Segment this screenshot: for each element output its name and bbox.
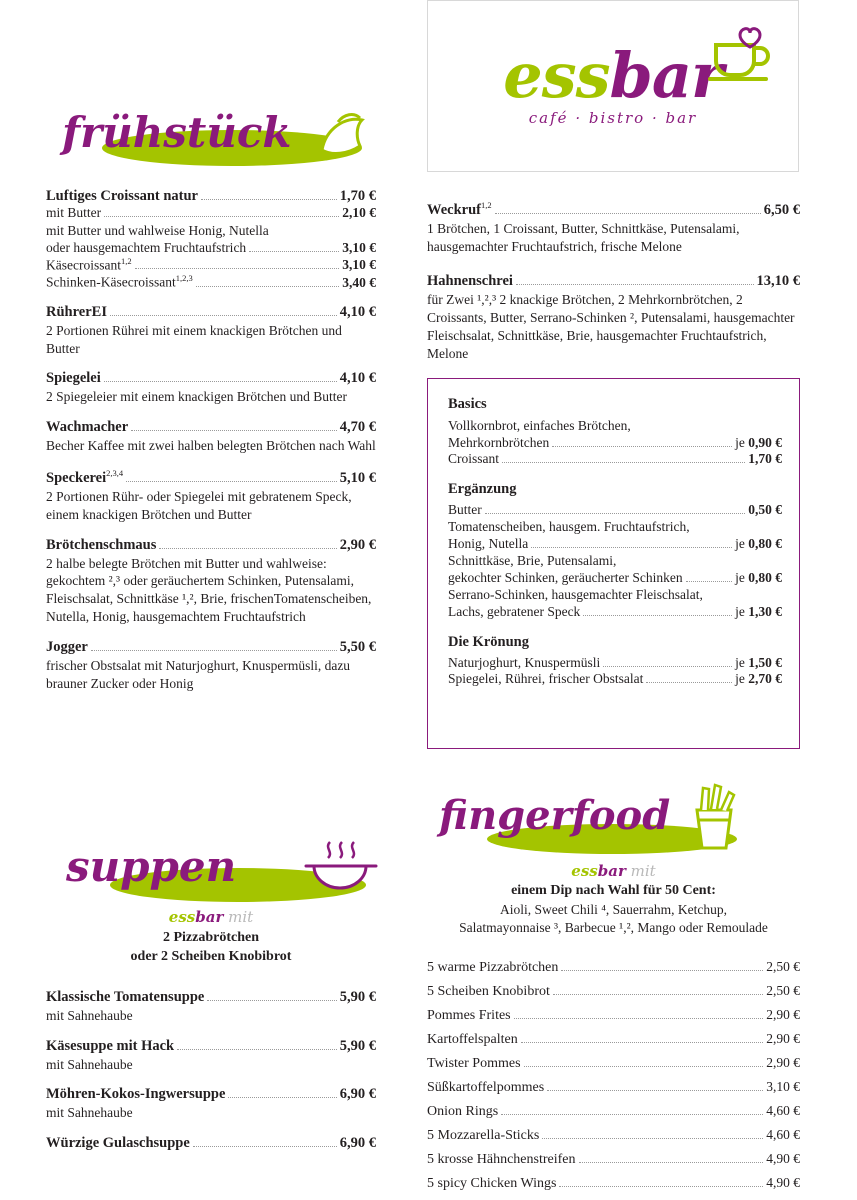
leader-dots: [201, 199, 337, 200]
item-name: Butter: [448, 501, 482, 517]
menu-row: [46, 205, 376, 221]
item-description: frischer Obstsalat mit Naturjoghurt, Knuspermüsli, dazu brauner Zucker oder Honig: [46, 657, 351, 691]
item-description: mit Sahnehaube: [46, 1105, 133, 1121]
section-suppen: [46, 828, 376, 1165]
menu-item-croissant: [46, 188, 376, 291]
leader-dots: [516, 284, 754, 285]
section-fingerfood: [427, 780, 800, 1199]
section-fruehstueck-specials: [427, 200, 800, 376]
item-name: Würzige Gulaschsuppe: [46, 1135, 190, 1152]
brand-logo-box: [427, 0, 799, 172]
item-description: 2 halbe belegte Brötchen mit Butter und wahlweise: gekochtem ²,³ oder geräuchertem Schinken, Putensalami, Fleischsalat, Schnittkäse ¹,², Brie, frischenTomatenscheiben, Nutella, Honig, hausgemachtem Fruchtaufstrich: [46, 555, 372, 624]
menu-row: [46, 256, 376, 274]
leader-dots: [495, 213, 761, 214]
panel-text: Serrano-Schinken, hausgemachter Fleischsalat,: [448, 586, 703, 602]
menu-row: [427, 1127, 800, 1144]
suppen-list: [46, 989, 376, 1152]
item-price: je 2,70 €: [735, 670, 782, 686]
menu-row: [46, 537, 376, 554]
leader-dots: [104, 216, 339, 217]
leader-dots: [579, 1162, 764, 1163]
menu-row: [46, 1038, 376, 1055]
item-description: 1 Brötchen, 1 Croissant, Butter, Schnittkäse, Putensalami, hausgemachter Fruchtaufstrich, frische Melone: [427, 220, 740, 254]
item-price: je 0,80 €: [735, 535, 782, 551]
leader-dots: [547, 1090, 763, 1091]
menu-row: [427, 983, 800, 1000]
item-price: 3,40 €: [342, 274, 376, 290]
item-description: 2 Portionen Rührei mit einem knackigen Brötchen und Butter: [46, 322, 342, 356]
item-price: 6,50 €: [763, 201, 800, 218]
item-name: oder hausgemachtem Fruchtaufstrich: [46, 239, 247, 255]
leader-dots: [559, 1186, 763, 1187]
item-description: für Zwei ¹,²,³ 2 knackige Brötchen, 2 Mehrkornbrötchen, 2 Croissants, Butter, Serrano-Schinken ², Putensalami, hausgemachter Fleischsalat, Schnittkäse, Brie, hausgemachter Fruchtaufstrich, Melone: [427, 292, 795, 361]
item-price: 3,10 €: [342, 239, 376, 255]
leader-dots: [646, 682, 732, 683]
panel-row: [448, 435, 782, 451]
panel-block-basics: [448, 396, 782, 467]
menu-item-weckruf: [427, 200, 800, 255]
croissant-icon: [308, 108, 380, 168]
panel-text: Tomatenscheiben, hausgem. Fruchtaufstrich,: [448, 518, 690, 534]
leader-dots: [110, 315, 337, 316]
menu-row: [427, 1031, 800, 1048]
panel-text: Schnittkäse, Brie, Putensalami,: [448, 552, 617, 568]
menu-item-gulaschsuppe: [46, 1135, 376, 1152]
coffee-cup-with-heart-icon: [706, 15, 780, 89]
menu-row: [46, 1086, 376, 1103]
leader-dots: [583, 615, 732, 616]
menu-item-spiegelei: [46, 370, 376, 406]
panel-row: [448, 502, 782, 518]
item-name: Möhren-Kokos-Ingwersuppe: [46, 1086, 226, 1103]
item-name: 5 warme Pizzabrötchen: [427, 960, 559, 976]
menu-row: [46, 1135, 376, 1152]
suppen-note: 2 Pizzabrötchen oder 2 Scheiben Knobibrot: [130, 930, 292, 964]
item-price: je 1,30 €: [735, 603, 782, 619]
menu-item-broetchenschmaus: [46, 537, 376, 626]
leader-dots: [542, 1138, 763, 1139]
item-price: je 0,80 €: [735, 569, 782, 585]
item-name: Weckruf$^{1,2}$: [427, 200, 492, 218]
leader-dots: [531, 547, 732, 548]
menu-row: [46, 639, 376, 656]
section-fruehstueck: [46, 96, 376, 705]
menu-row: [46, 370, 376, 387]
item-name: gekochter Schinken, geräucherter Schinken: [448, 569, 683, 585]
menu-item-wachmacher: [46, 419, 376, 455]
leader-dots: [193, 1146, 337, 1147]
item-price: 1,70 €: [339, 188, 376, 204]
leader-dots: [553, 994, 763, 995]
menu-row: [46, 304, 376, 321]
menu-row: [427, 1079, 800, 1096]
menu-row: [427, 959, 800, 976]
item-name: 5 krosse Hähnchenstreifen: [427, 1152, 576, 1168]
suppen-title: suppen: [66, 842, 237, 891]
panel-block-ergaenzung: [448, 481, 782, 620]
item-price: 2,90 €: [339, 536, 376, 553]
brand-word-ess: ess: [503, 39, 610, 112]
menu-item-jogger: [46, 639, 376, 693]
item-description: mit Sahnehaube: [46, 1056, 133, 1072]
menu-row: [46, 989, 376, 1006]
item-name: Käsesuppe mit Hack: [46, 1037, 175, 1054]
item-price: 3,10 €: [766, 1079, 800, 1095]
item-name: Speckerei$^{2,3,4}$: [46, 468, 124, 486]
panel-block-kroenung: [448, 634, 782, 687]
soup-bowl-icon: [298, 834, 384, 896]
item-name: Croissant: [448, 450, 500, 466]
brand-logo: [503, 39, 723, 127]
item-price: 4,10 €: [339, 303, 376, 320]
panel-text: Vollkornbrot, einfaches Brötchen,: [448, 418, 631, 433]
panel-row: [448, 671, 782, 687]
item-name: Kartoffelspalten: [427, 1032, 518, 1048]
leader-dots: [686, 581, 732, 582]
item-price: 2,90 €: [766, 1055, 800, 1071]
item-price: 4,60 €: [766, 1103, 800, 1119]
item-price: je 0,90 €: [735, 434, 782, 450]
item-name: Twister Pommes: [427, 1056, 521, 1072]
fries-icon: [667, 780, 753, 852]
item-price: 2,50 €: [766, 983, 800, 999]
item-price: 2,90 €: [766, 1007, 800, 1023]
leader-dots: [159, 548, 336, 549]
menu-item-tomatensuppe: [46, 989, 376, 1025]
item-description: Becher Kaffee mit zwei halben belegten Brötchen nach Wahl: [46, 438, 376, 454]
leader-dots: [501, 1114, 763, 1115]
panel-row: [448, 655, 782, 671]
item-price: 6,90 €: [339, 1086, 376, 1103]
brand-subtitle: café · bistro · bar: [528, 109, 698, 127]
leader-dots: [485, 513, 746, 514]
fruehstueck-title: frühstück: [62, 108, 292, 157]
leader-dots: [249, 251, 339, 252]
item-name: Hahnenschrei: [427, 273, 513, 290]
panel-row: [448, 536, 782, 552]
item-name: Luftiges Croissant natur: [46, 188, 198, 204]
fingerfood-dip-heading: einem Dip nach Wahl für 50 Cent:: [511, 883, 716, 898]
menu-item-kaesesuppe: [46, 1038, 376, 1074]
item-price: 3,10 €: [342, 257, 376, 273]
item-name: Naturjoghurt, Knuspermüsli: [448, 654, 601, 670]
item-name: Spiegelei: [46, 370, 101, 387]
item-description: 2 Portionen Rühr- oder Spiegelei mit gebratenem Speck, einem knackigen Brötchen und Butter: [46, 488, 352, 522]
item-name: Onion Rings: [427, 1104, 499, 1120]
panel-heading: Ergänzung: [448, 480, 517, 497]
item-price: 0,50 €: [748, 501, 782, 517]
item-price: 2,90 €: [766, 1031, 800, 1047]
fingerfood-list: [427, 959, 800, 1192]
leader-dots: [603, 666, 732, 667]
item-name: Schinken-Käsecroissant$^{1,2,3}$: [46, 273, 193, 290]
item-name: Pommes Frites: [427, 1008, 511, 1024]
item-name: mit Butter: [46, 205, 102, 220]
menu-row: [46, 188, 376, 205]
item-name: RührerEI: [46, 303, 107, 320]
item-price: 13,10 €: [756, 273, 800, 290]
item-name: Mehrkornbrötchen: [448, 434, 550, 450]
menu-row: [427, 273, 800, 290]
suppen-essbar-mit: essbar mit: [168, 908, 254, 926]
leader-dots: [552, 446, 732, 447]
leader-dots: [521, 1042, 764, 1043]
item-name: Käsecroissant$^{1,2}$: [46, 255, 132, 273]
item-price: 4,10 €: [339, 370, 376, 387]
item-description: mit Butter und wahlweise Honig, Nutella: [46, 223, 269, 238]
extras-panel: [427, 378, 800, 749]
leader-dots: [131, 430, 337, 431]
leader-dots: [207, 1000, 336, 1001]
leader-dots: [126, 481, 337, 482]
panel-heading: Die Krönung: [448, 633, 529, 650]
item-description: mit Sahnehaube: [46, 1007, 133, 1023]
item-price: 5,50 €: [339, 638, 376, 655]
item-description: 2 Spiegeleier mit einem knackigen Brötchen und Butter: [46, 389, 348, 405]
item-name: Lachs, gebratener Speck: [448, 603, 581, 619]
menu-row: [427, 1103, 800, 1120]
menu-item-ruehrerei: [46, 304, 376, 358]
item-name: Spiegelei, Rührei, frischer Obstsalat: [448, 670, 644, 686]
item-price: 5,10 €: [339, 469, 376, 486]
brand-word-bar: bar: [609, 39, 723, 112]
leader-dots: [514, 1018, 764, 1019]
fruehstueck-banner: [46, 96, 376, 188]
leader-dots: [561, 970, 763, 971]
item-price: 1,70 €: [748, 450, 782, 466]
menu-row: [46, 419, 376, 436]
leader-dots: [91, 650, 337, 651]
leader-dots: [524, 1066, 764, 1067]
leader-dots: [502, 462, 745, 463]
suppen-banner: [46, 828, 376, 906]
brand-wordmark: [503, 39, 723, 112]
item-price: 4,60 €: [766, 1127, 800, 1143]
fingerfood-banner: [427, 780, 800, 860]
menu-row: [46, 273, 376, 291]
menu-row: [427, 200, 800, 219]
panel-row: [448, 570, 782, 586]
item-price: 4,90 €: [766, 1175, 800, 1191]
menu-item-moehrensuppe: [46, 1086, 376, 1122]
item-price: 5,90 €: [339, 1037, 376, 1054]
menu-row: [427, 1055, 800, 1072]
item-name: 5 spicy Chicken Wings: [427, 1176, 557, 1192]
menu-row: [46, 468, 376, 487]
leader-dots: [104, 381, 337, 382]
menu-row: [427, 1175, 800, 1192]
panel-row: [448, 604, 782, 620]
fingerfood-dip-line-2: Aioli, Sweet Chili ⁴, Sauerrahm, Ketchup,: [499, 901, 728, 917]
item-price: je 1,50 €: [735, 654, 782, 670]
leader-dots: [177, 1049, 337, 1050]
item-price: 5,90 €: [339, 988, 376, 1005]
item-name: Süßkartoffelpommes: [427, 1080, 545, 1096]
menu-row: [427, 1151, 800, 1168]
item-name: Jogger: [46, 638, 88, 655]
leader-dots: [196, 286, 340, 287]
panel-row: [448, 451, 782, 467]
fingerfood-dip-line-3: Salatmayonnaise ³, Barbecue ¹,², Mango oder Remoulade: [459, 920, 768, 936]
menu-row: [46, 240, 376, 256]
item-name: Honig, Nutella: [448, 535, 529, 551]
item-name: 5 Mozzarella-Sticks: [427, 1128, 540, 1144]
menu-item-hahnenschrei: [427, 273, 800, 362]
item-name: 5 Scheiben Knobibrot: [427, 984, 550, 1000]
item-price: 2,50 €: [766, 959, 800, 975]
leader-dots: [228, 1097, 336, 1098]
item-name: Klassische Tomatensuppe: [46, 988, 205, 1005]
panel-heading: Basics: [448, 396, 487, 412]
menu-row: [427, 1007, 800, 1024]
fingerfood-essbar-mit: essbar mit: [571, 862, 656, 880]
item-price: 6,90 €: [339, 1135, 376, 1152]
item-price: 4,90 €: [766, 1151, 800, 1167]
leader-dots: [135, 268, 340, 269]
menu-item-speckerei: [46, 468, 376, 523]
item-name: Brötchenschmaus: [46, 536, 157, 553]
fingerfood-title: fingerfood: [439, 792, 671, 839]
item-price: 2,10 €: [342, 205, 376, 220]
item-price: 4,70 €: [339, 419, 376, 436]
item-name: Wachmacher: [46, 419, 129, 436]
